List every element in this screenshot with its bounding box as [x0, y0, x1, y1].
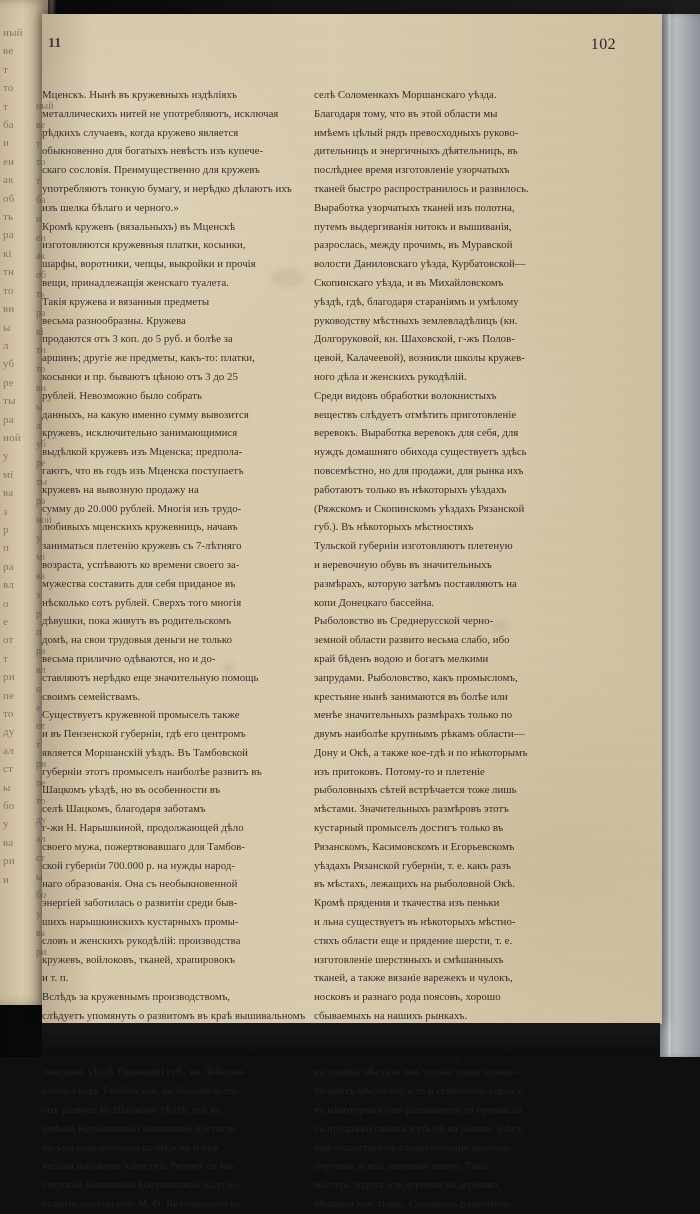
text-line: Долгоруковой, кн. Шаховской, г-жъ Полов-	[314, 333, 515, 346]
text-line: ставляютъ нерѣдко еще значительную помощь	[42, 671, 259, 684]
left-page-number: 11	[48, 36, 62, 51]
text-line: запрудами. Рыболовство, какъ промысломъ,	[314, 671, 518, 684]
text-line: менѣе значительныхъ размѣрахъ только по	[314, 709, 513, 722]
text-line: рѣдкихъ случаевъ, когда кружево является	[42, 126, 239, 139]
text-line: разрослась, между прочимъ, въ Муравской	[314, 239, 513, 252]
text-line: мѣстами. Значительныхъ размѣровъ этотъ	[314, 803, 509, 816]
text-line: ской губерніи 700.000 р. на нужды народ-	[42, 859, 235, 872]
text-line: послѣднее время изготовленіе узорчатыхъ	[314, 164, 510, 177]
text-line: кружевъ, исключительно занимающимися	[42, 427, 238, 440]
text-line: съ продажей своихъ издѣлій на рынки. Здѣсь	[314, 1122, 523, 1135]
text-line: волости Даниловскаго уѣзда, Курбатовской—	[314, 258, 526, 271]
text-line: губерніи этотъ промыселъ наиболѣе развитъ въ	[42, 765, 262, 778]
book-page	[36, 14, 662, 1211]
text-line: употребляютъ тонкую бумагу, и нерѣдко дѣлаютъ ихъ	[42, 182, 292, 195]
text-line: веревокъ. Выработка веревокъ для себя, для	[314, 427, 519, 440]
text-line: носковъ и разнаго рода поясовъ, хорошо	[314, 991, 501, 1004]
text-line: дѣвушки, пока живутъ въ родительскомъ	[42, 615, 232, 628]
text-line: селѣ Соломенкахъ Моршанскаго уѣзда.	[314, 89, 497, 101]
text-line: селѣ Шацкомъ, благодаря заботамъ	[42, 803, 206, 816]
text-line: сбываемыхъ на нашихъ рынкахъ.	[314, 1010, 468, 1023]
text-line: стерской вышиванія Нарышкиной надо по-	[42, 1179, 243, 1192]
text-line: кружевъ на вывозную продажу на	[42, 483, 199, 496]
text-line: рублей. Невозможно было собрать	[42, 389, 202, 402]
text-line: слѣдуетъ упомянуть о развитомъ въ краѣ вышивальномъ	[42, 1010, 306, 1023]
text-line: сумму до 20.000 рублей. Многія изъ трудо-	[42, 502, 242, 515]
text-line: обыкновенно для богатыхъ невѣстъ изъ купече-	[42, 145, 264, 158]
text-line: губ.). Въ нѣкоторыхъ мѣстностяхъ	[314, 521, 474, 534]
text-line: изъ притоковъ. Потому-то и плетеніе	[314, 765, 485, 778]
text-line: Такія кружева и вязанныя предметы	[42, 295, 210, 308]
text-line: творяетъ мѣстному, а то и семейному спросу,	[314, 1085, 524, 1098]
text-line: крестьяне нынѣ занимаются въ болѣе или	[314, 690, 508, 703]
text-line: имѣемъ цѣлый рядъ превосходныхъ руково-	[314, 126, 519, 139]
text-line: повсемѣстно, но для продажи, для рынка ихъ	[314, 464, 524, 477]
text-line: земной области развито весьма слабо, ибо	[314, 634, 510, 647]
text-line: аршинъ; другіе же предметы, какъ-то: платки,	[42, 352, 255, 365]
text-line: еще существуютъ странствующіе мастера-	[314, 1141, 512, 1154]
text-line: Дону и Окѣ, а также кое-гдѣ и по нѣкоторымъ	[314, 746, 528, 759]
text-line: является Моршанскій уѣздъ. Въ Тамбовской	[42, 746, 248, 759]
text-line: изготовляются кружевныя платки, косынки,	[42, 239, 246, 252]
text-line: въ мѣстахъ, лежащихъ на рыболовной Окѣ.	[314, 878, 515, 891]
text-line: изъ шелка бѣлаго и черного.»	[42, 201, 179, 214]
text-line: энергіей заботилась о развитіи среди быв-	[42, 897, 238, 910]
left-margin-marks: ный ве т то т ба и ен ак об ть ра кі тн то вн ы л уб ре ты ра ной у мі ва з р п ра вл о е от т ри пе то ду ал ст ы бо у ва ри	[36, 101, 54, 958]
text-line: цевой, Калачеевой), возникли школы кружев-	[314, 352, 525, 365]
text-line: имѣніи Нарышкиной вышиваніе достигло	[42, 1122, 237, 1135]
text-line: мастера ходятъ изъ деревни въ деревню,	[314, 1179, 501, 1192]
text-line: г-жи Н. Нарышкиной, продолжающей дѣло	[42, 822, 244, 835]
text-line: и веревочную обувь въ значительныхъ	[314, 558, 492, 571]
ink-smudge	[490, 621, 508, 633]
text-line: Благодаря тому, что въ этой области мы	[314, 107, 498, 120]
text-line: Кромѣ прядения и ткачества изъ пеньки	[314, 897, 500, 910]
text-line: данныхъ, на какую именно сумму вывозится	[42, 408, 249, 421]
text-line: своего мужа, пожертвовавшаго для Тамбов-	[42, 840, 246, 853]
text-line: весьма высокомъ качествѣ. Рядомъ съ ма-	[42, 1160, 236, 1173]
text-line: Вслѣдъ за кружевнымъ производствомъ,	[42, 991, 231, 1004]
text-line: Среди видовъ обработки волокнистыхъ	[314, 389, 497, 402]
text-line: Мценскъ. Нынѣ въ кружевныхъ издѣліяхъ	[42, 89, 237, 101]
text-line: продаются отъ 3 коп. до 5 руб. и болѣе за	[42, 333, 233, 346]
text-line: Шацкомъ уѣздѣ, но въ особенности въ	[42, 784, 221, 797]
text-line: домѣ, на свои трудовыя деньги не только	[42, 634, 233, 647]
text-line: Кромѣ кружевъ (вязальныхъ) въ Мценскѣ	[42, 220, 236, 233]
text-line: Рыболовство въ Среднерусской черно-	[314, 615, 494, 628]
text-line: металлическихъ нитей не употребляютъ, исключая	[42, 107, 279, 120]
text-line: работаютъ только въ нѣкоторыхъ уѣздахъ	[314, 483, 507, 496]
text-line: край бѣденъ водою и богатъ мелкими	[314, 652, 489, 665]
text-line: двумъ наиболѣе крупнымъ рѣкамъ области—	[314, 728, 525, 741]
book-edge	[660, 14, 700, 1057]
text-line: гаютъ, что въ годъ изъ Мценска поступаетъ	[42, 464, 244, 477]
text-line: весьма прилично одѣваются, но и до-	[42, 652, 216, 665]
text-line: тканей быстро распространилось и развилось.	[314, 182, 529, 195]
text-line: и льна существуетъ въ нѣкоторыхъ мѣстно-	[314, 916, 516, 929]
ink-smudge	[270, 269, 304, 287]
text-line: ного дѣла и женскихъ рукодѣлій.	[314, 370, 467, 383]
text-line: уѣздахъ Рязанской губерніи, т. е. какъ разъ	[314, 859, 511, 872]
text-line: уѣздѣ, гдѣ, благодаря стараніямъ и умѣлому	[314, 295, 519, 308]
text-line: стяхъ области еще и прядение шерсти, т. е.	[314, 934, 513, 947]
text-line: въ однихъ мѣстахъ онъ только лишь удовле-	[314, 1066, 518, 1079]
text-line: выдѣлкой кружевъ изъ Мценска; предпола-	[42, 446, 243, 459]
ink-smudge	[223, 662, 235, 674]
text-line: наго образованія. Она съ необыкновенной	[42, 878, 238, 891]
text-line: обшивая крестьянъ. Сильнымъ развитіемъ	[314, 1198, 512, 1211]
text-line: и въ Пензенской губерніи, гдѣ его центромъ	[42, 728, 246, 741]
text-line: вещи, принадлежащія женскаго туалета.	[42, 276, 229, 289]
text-line: шихъ нарышкинскихъ кустарныхъ промы-	[42, 916, 239, 929]
text-line: ловскомъ уѣздѣ Рязанской губ., въ Лебедян-	[42, 1066, 246, 1079]
text-line: и т. п.	[42, 972, 69, 985]
left-page-text: ный ве т то т ба и ен ак об ть ра кі тн то вн ы л уб ре ты ра ной у мі ва з р п ра вл о е от т ри пе то ду ал ст ы бо у ва ри и	[3, 27, 23, 886]
text-line: скаго сословія. Преимущественно для кружевъ	[42, 164, 260, 177]
text-line: своимъ семействамъ.	[42, 690, 141, 703]
text-line: кустарный промыселъ достигъ только въ	[314, 822, 504, 835]
text-line: мужества составить для себя приданое въ	[42, 577, 236, 590]
text-line: заниматься плетенію кружевъ съ 7-лѣтняго	[42, 540, 242, 553]
text-line: нѣсколько сотъ рублей. Сверхъ того многія	[42, 596, 242, 609]
text-line: скомъ уѣздѣ Тамбовской, но больше всего	[42, 1085, 238, 1098]
text-line: веществъ слѣдуетъ отмѣтить приготовленіе	[314, 408, 517, 421]
text-line: шарфы, воротники, чепцы, выкройки и прочія	[42, 258, 256, 271]
text-line: (Ряжскомъ и Скопинскомъ уѣздахъ Рязанской	[314, 502, 525, 515]
text-line: кружевъ, войлоковъ, тканей, храпировокъ	[42, 953, 236, 966]
text-line: рыболовныхъ сѣтей встрѣчается тоже лишь	[314, 784, 517, 797]
text-line: въ нѣкоторыхъ уже развивается до промысла	[314, 1104, 523, 1117]
text-line: портные, и ихъ довольно много. Такіе	[314, 1160, 490, 1173]
bottom-shadow	[42, 1023, 660, 1057]
ink-smudge	[98, 919, 134, 937]
text-line: Выработка узорчатыхъ тканей изъ полотна,	[314, 201, 515, 214]
text-line: Скопинскаго уѣзда, и въ Михайловскомъ	[314, 276, 504, 289]
text-line: онъ развитъ въ Шацкомъ уѣздѣ, гдѣ въ	[42, 1104, 221, 1117]
text-line: Тульской губерніи изготовляютъ плетеную	[314, 540, 513, 553]
text-line: нуждъ домашняго обихода существуетъ здѣсь	[314, 446, 527, 459]
text-line: возраста, успѣваютъ ко времени своего за-	[42, 558, 240, 571]
text-line: копи Донецкаго бассейна.	[314, 596, 435, 609]
text-line: размѣрахъ, которую затѣмъ поставляютъ на	[314, 577, 517, 590]
text-line: Существуетъ кружевной промыселъ также	[42, 709, 240, 722]
text-line: ставить мастерскую М. Ѳ. Якунчиковой въ	[42, 1198, 241, 1211]
text-line: изготовленіе шерстяныхъ и смѣшанныхъ	[314, 953, 504, 966]
right-page-number: 102	[590, 36, 616, 53]
text-line: руководству мѣстныхъ землевладѣлицъ (кн.	[314, 314, 518, 327]
text-line: дительницъ и энергичныхъ дѣятельницъ, въ	[314, 145, 518, 158]
text-line: Рязанскомъ, Касимовскомъ и Егорьевскомъ	[314, 840, 515, 853]
text-line: косынки и пр. бываютъ цѣною отъ 3 до 25	[42, 370, 238, 383]
text-line: весьма сравнительно размѣровъ и при	[42, 1141, 219, 1154]
text-line: любивыхъ мценскихъ кружевницъ, начавъ	[42, 521, 238, 534]
text-line: тканей, а также вязаніе варежекъ и чулокъ,	[314, 972, 513, 985]
text-line: путемъ выдергиванія нитокъ и вышиванія,	[314, 220, 512, 233]
text-line: весьма разнообразны. Кружева	[42, 314, 186, 327]
text-line: словъ и женскихъ рукодѣлій: производства	[42, 934, 241, 947]
